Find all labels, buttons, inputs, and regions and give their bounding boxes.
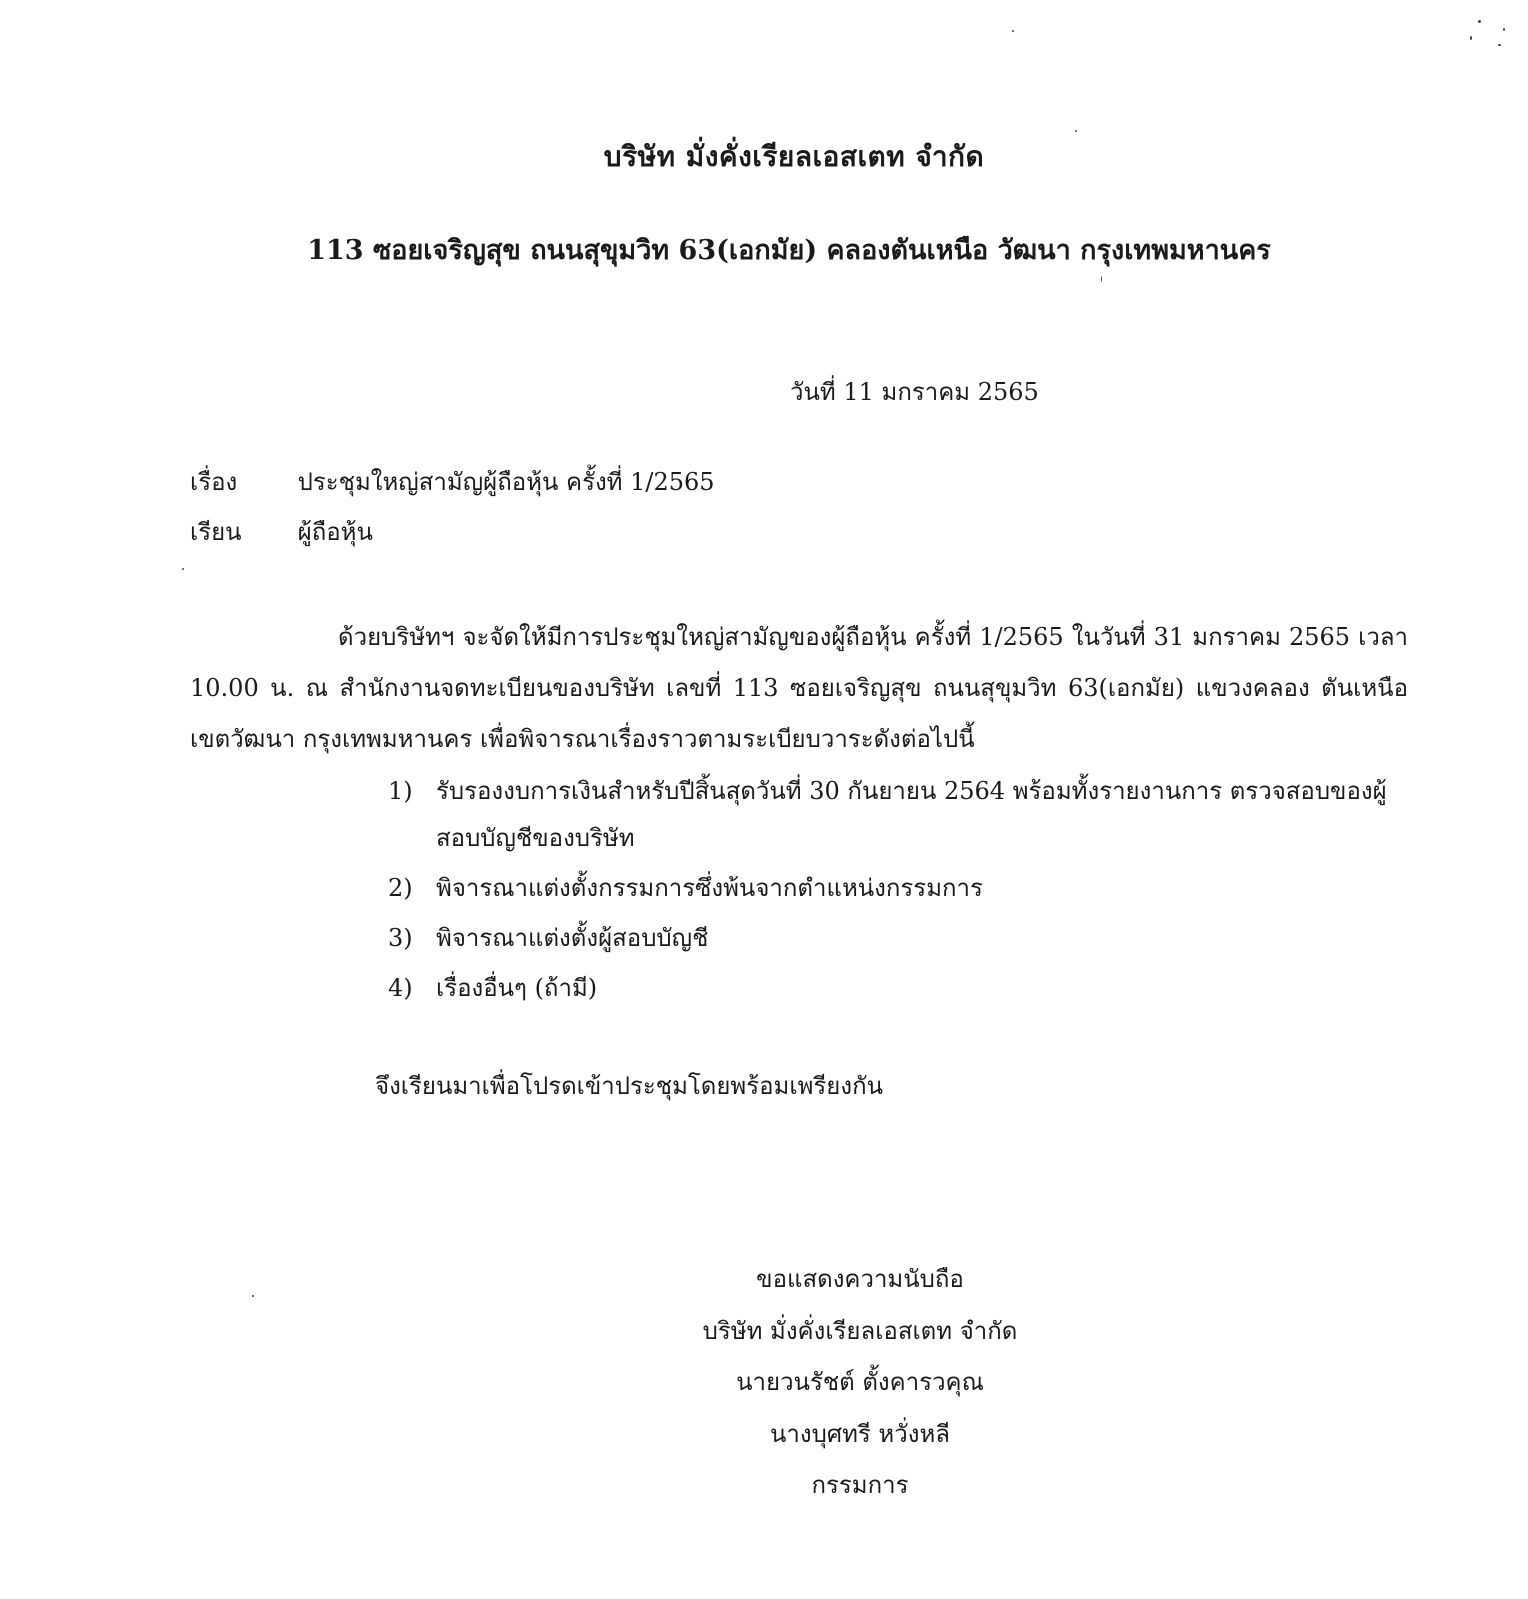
agenda-item bbox=[388, 865, 1408, 912]
agenda-item bbox=[388, 915, 1408, 962]
company-address: 113 ซอยเจริญสุข ถนนสุขุมวิท 63(เอกมัย) คลองตันเหนือ วัฒนา กรุงเทพมหานคร bbox=[307, 235, 1271, 266]
agenda-number: 3) bbox=[388, 924, 413, 952]
scan-speck bbox=[1075, 130, 1077, 132]
subject-line bbox=[190, 462, 715, 501]
agenda-text: รับรองงบการเงินสำหรับปีสิ้นสุดวันที่ 30 กันยายน 2564 พร้อมทั้งรายงานการ ตรวจสอบของผู้สอบบัญชีของบริษัท bbox=[436, 777, 1387, 852]
scan-speck bbox=[182, 568, 184, 570]
signer-name-1: นายวนรัชต์ ตั้งคารวคุณ bbox=[736, 1368, 984, 1396]
subject-label: เรื่อง bbox=[190, 468, 238, 496]
letter-date: วันที่ 11 มกราคม 2565 bbox=[790, 378, 1039, 406]
agenda-item bbox=[388, 965, 1408, 1012]
signer-name-2: นางบุศทรี หวั่งหลี bbox=[770, 1419, 950, 1448]
agenda-number: 2) bbox=[388, 874, 413, 902]
agenda-number: 4) bbox=[388, 974, 413, 1002]
signature-block bbox=[620, 1254, 1100, 1512]
scan-speck bbox=[1101, 276, 1102, 282]
recipient-line bbox=[190, 512, 373, 551]
regards-line: ขอแสดงความนับถือ bbox=[756, 1265, 964, 1293]
signer-title: กรรมการ bbox=[811, 1471, 909, 1499]
agenda-text: พิจารณาแต่งตั้งผู้สอบบัญชี bbox=[436, 924, 709, 952]
scan-speck bbox=[1503, 28, 1505, 31]
scan-speck bbox=[252, 1295, 254, 1297]
subject-value: ประชุมใหญ่สามัญผู้ถือหุ้น ครั้งที่ 1/2565 bbox=[297, 468, 715, 496]
agenda-text: พิจารณาแต่งตั้งกรรมการซึ่งพ้นจากตำแหน่งกรรมการ bbox=[436, 874, 983, 902]
company-name: บริษัท มั่งคั่งเรียลเอสเตท จำกัด bbox=[603, 140, 985, 173]
agenda-item bbox=[388, 768, 1408, 862]
scan-speck bbox=[1498, 44, 1501, 46]
agenda-list bbox=[388, 768, 1408, 1015]
recipient-value: ผู้ถือหุ้น bbox=[297, 518, 373, 546]
scan-speck bbox=[1470, 36, 1472, 40]
scan-speck bbox=[1012, 30, 1014, 32]
closing-line: จึงเรียนมาเพื่อโปรดเข้าประชุมโดยพร้อมเพรียงกัน bbox=[375, 1072, 884, 1100]
signature-company: บริษัท มั่งคั่งเรียลเอสเตท จำกัด bbox=[702, 1316, 1018, 1345]
agenda-text: เรื่องอื่นๆ (ถ้ามี) bbox=[436, 974, 598, 1002]
scan-speck bbox=[1478, 20, 1481, 23]
agenda-number: 1) bbox=[388, 777, 413, 805]
body-paragraph: ด้วยบริษัทฯ จะจัดให้มีการประชุมใหญ่สามัญของผู้ถือหุ้น ครั้งที่ 1/2565 ในวันที่ 31 มกราคม 2565 เวลา 10.00 น. ณ สำนักงานจดทะเบียนของบริษัท เลขที่ 113 ซอยเจริญสุข ถนนสุขุมวิท 63(เอกมัย) แขวงคลอง ตันเหนือ เขตวัฒนา กรุงเทพมหานคร เพื่อพิจารณาเรื่องราวตามระเบียบวาระดังต่อไปนี้ bbox=[190, 623, 1409, 753]
recipient-label: เรียน bbox=[190, 518, 242, 546]
